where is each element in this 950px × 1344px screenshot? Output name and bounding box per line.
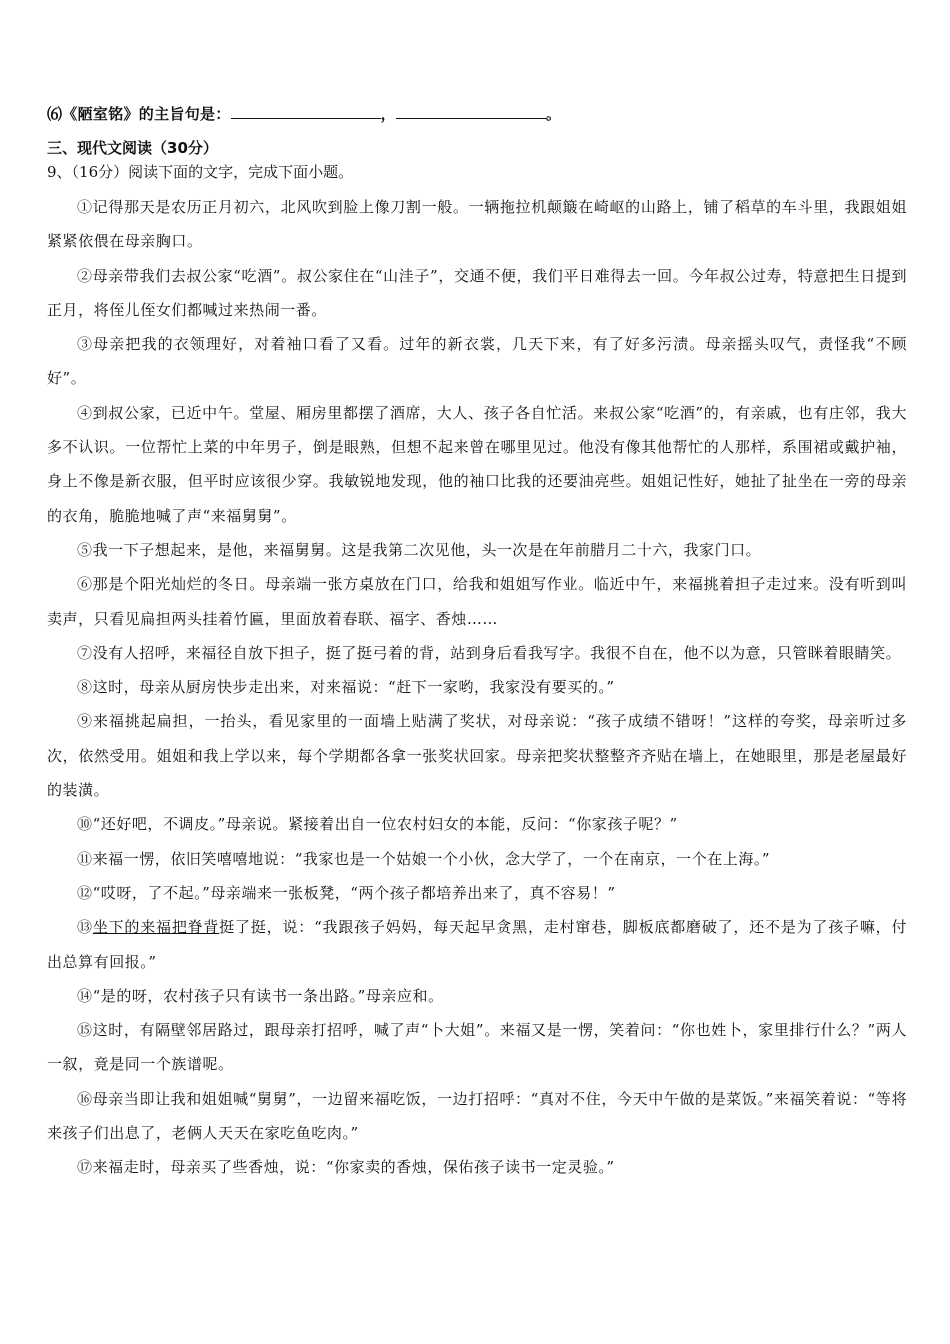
- question-6-line: [47, 103, 561, 124]
- question-6-period: 。: [545, 105, 562, 123]
- question-6-comma: ，: [380, 105, 396, 123]
- paragraph: ⑨来福挑起扁担，一抬头，看见家里的一面墙上贴满了奖状，对母亲说：“孩子成绩不错呀！”这样的夸奖，母亲听过多次，依然受用。姐姐和我上学以来，每个学期都各拿一张奖状回家。母亲把奖状整整齐齐贴在墙上，在她眼里，那是老屋最好的装潢。: [47, 712, 907, 800]
- paragraph: ③母亲把我的衣领理好，对着袖口看了又看。过年的新衣裳，几天下来，有了好多污渍。母亲摇头叹气，责怪我“不顾好”。: [47, 335, 907, 388]
- paragraph: ⑰来福走时，母亲买了些香烛，说：“你家卖的香烛，保佑孩子读书一定灵验。”: [77, 1158, 615, 1177]
- section-3-heading: 三、现代文阅读（30分）: [47, 139, 218, 157]
- paragraph: ⑥那是个阳光灿烂的冬日。母亲端一张方桌放在门口，给我和姐姐写作业。临近中午，来福挑着担子走过来。没有听到叫卖声，只看见扁担两头挂着竹匾，里面放着春联、福字、香烛……: [47, 575, 907, 628]
- paragraph: ⑬坐下的来福把脊背挺了挺，说：“我跟孩子妈妈，每天起早贪黑，走村窜巷，脚板底都磨破了，还不是为了孩子嘛，付出总算有回报。”: [47, 918, 908, 971]
- paragraph: ⑧这时，母亲从厨房快步走出来，对来福说：“赶下一家哟，我家没有要买的。”: [77, 678, 615, 697]
- paragraph: ⑯母亲当即让我和姐姐喊“舅舅”，一边留来福吃饭，一边打招呼：“真对不住，今天中午做的是菜饭。”来福笑着说：“等将来孩子们出息了，老俩人天天在家吃鱼吃肉。”: [47, 1089, 907, 1143]
- underlined-phrase: 坐下的来福把脊背: [92, 918, 220, 937]
- question-6-label: ⑹《陋室铭》的主旨句是：: [47, 105, 231, 123]
- paragraph: ④到叔公家，已近中午。堂屋、厢房里都摆了酒席，大人、孩子各自忙活。来叔公家“吃酒”的，有亲戚，也有庄邻，我大多不认识。一位帮忙上菜的中年男子，倒是眼熟，但想不起来曾在哪里见过。他没有像其他帮忙的人那样，系围裙或戴护袖，身上不像是新衣服，但平时应该很少穿。我敏锐地发现，他的袖口比我的还要油亮些。姐姐记性好，她扯了扯坐在一旁的母亲的衣角，脆脆地喊了声“来福舅舅”。: [47, 403, 907, 525]
- answer-blank-2[interactable]: [396, 104, 546, 119]
- paragraph: ⑫“哎呀，了不起。”母亲端来一张板凳，“两个孩子都培养出来了，真不容易！”: [77, 883, 616, 902]
- paragraph: ⑩“还好吧，不调皮。”母亲说。紧接着出自一位农村妇女的本能，反问：“你家孩子呢？”: [77, 815, 678, 834]
- paragraph: ⑦没有人招呼，来福径自放下担子，挺了挺弓着的背，站到身后看我写字。我很不自在，他不以为意，只管眯着眼睛笑。: [77, 643, 902, 662]
- answer-blank-1[interactable]: [231, 104, 381, 119]
- question-9-prompt: 9、（16分）阅读下面的文字，完成下面小题。: [47, 163, 354, 181]
- paragraph: ②母亲带我们去叔公家“吃酒”。叔公家住在“山洼子”，交通不便，我们平日难得去一回。今年叔公过寿，特意把生日提到正月，将侄儿侄女们都喊过来热闹一番。: [47, 266, 907, 319]
- reading-passage: [47, 190, 907, 1185]
- paragraph: ⑮这时，有隔壁邻居路过，跟母亲打招呼，喊了声“卜大姐”。来福又是一愣，笑着问：“你也姓卜，家里排行什么？”两人一叙，竟是同一个族谱呢。: [47, 1021, 907, 1074]
- paragraph: ①记得那天是农历正月初六，北风吹到脸上像刀割一般。一辆拖拉机颠簸在崎岖的山路上，铺了稻草的车斗里，我跟姐姐紧紧依偎在母亲胸口。: [47, 198, 907, 251]
- paragraph: ⑪来福一愣，依旧笑嘻嘻地说：“我家也是一个姑娘一个小伙，念大学了，一个在南京，一个在上海。”: [77, 849, 771, 868]
- paragraph: ⑭“是的呀，农村孩子只有读书一条出路。”母亲应和。: [77, 986, 444, 1005]
- paragraph: ⑤我一下子想起来，是他，来福舅舅。这是我第二次见他，头一次是在年前腊月二十六，我家门口。: [77, 540, 762, 559]
